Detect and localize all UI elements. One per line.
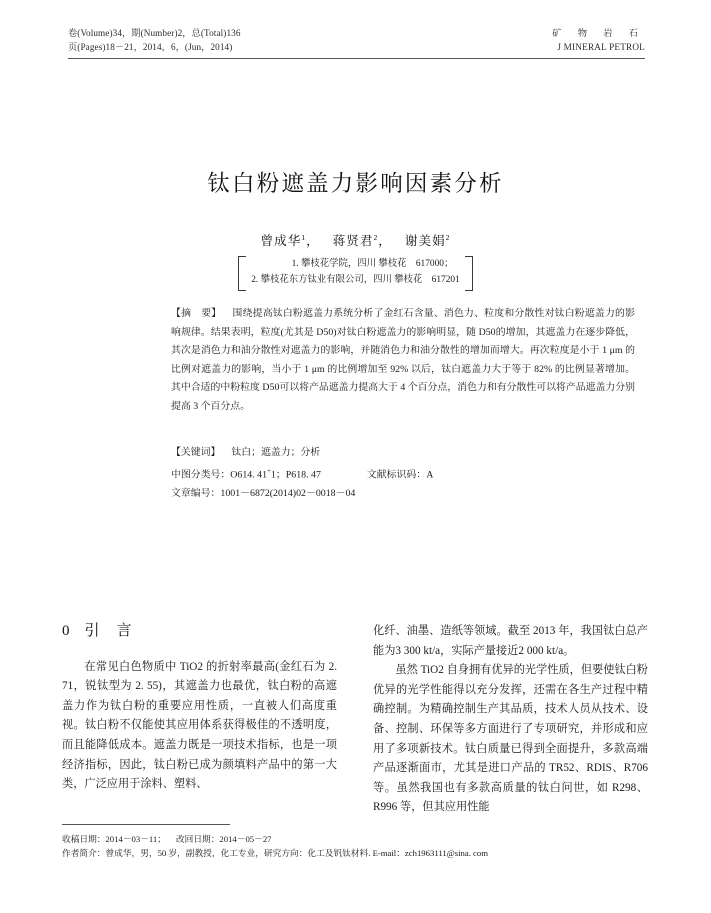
bracket-right-icon: [465, 256, 473, 291]
body-column-right: [373, 622, 648, 818]
body-paragraph: 在常见白色物质中 TiO2 的折射率最高(金红石为 2. 71，锐钛型为 2. 55)，其遮盖力也最优，钛白粉的高遮盖力作为钛白粉的重要应用性质，一直被人们高度重视。钛白粉不仅能使其应用体系获得极佳的不透明度，而且能降低成本。遮盖力既是一项技术指标，也是一项经济指标，因此，钛白粉已成为颜填料产品中的第一大类，广泛应用于涂料、塑料、: [62, 660, 337, 791]
affiliation-block: [0, 256, 711, 289]
author-bio-value: 曾成华，男，50 岁，副教授，化工专业，研究方向：化工及钒钛材料. E-mail：zch1963111@sina. com: [105, 848, 489, 859]
footnote-block: [62, 832, 647, 861]
article-id-value: 1001－6872(2014)02－0018－04: [220, 488, 356, 500]
journal-name-cn: 矿 物 岩 石: [552, 28, 645, 38]
volume-info-line: 卷(Volume)34，期(Number)2，总(Total)136: [68, 28, 241, 38]
abstract-text: 围绕提高钛白粉遮盖力系统分析了金红石含量、消色力、粒度和分散性对钛白粉遮盖力的影响规律。结果表明，粒度(尤其是 D50)对钛白粉遮盖力的影响明显，随 D50的增加，其遮盖力在逐步降低，其次是消色力和油分散性对遮盖力的影响，并随消色力和油分散性的增加而增大。再次粒度是小于 1 μm 的比例对遮盖力的影响，当小于 1 μm 的比例增加至 92% 以后，钛白遮盖力大于等于 82% 的比例显著增加。其中合适的中粉粒度 D50可以将产品遮盖力提高大于 4 个百分点，消色力和有分散性可以将产品遮盖力分别提高 3 个百分点。: [171, 308, 635, 412]
clc-label: 中图分类号：: [171, 469, 231, 481]
author-name: 蒋贤君: [332, 234, 374, 248]
author-name: 曾成华: [260, 234, 302, 248]
author-affil-mark: 2: [373, 232, 379, 242]
abstract-paragraph: [171, 305, 635, 417]
doc-code-label: 文献标识码：: [366, 469, 427, 481]
journal-name-en: J MINERAL PETROL: [557, 42, 645, 52]
section-title: 引 言: [84, 623, 133, 639]
clc-value: O614. 41: [230, 469, 268, 481]
clc-line: [171, 462, 635, 484]
affiliation-line: 1. 攀枝花学院，四川 攀枝花 617000；: [291, 259, 454, 269]
keywords-line: [171, 443, 635, 462]
clc-value-tail: 1；P618. 47: [270, 469, 321, 481]
section-heading: [62, 622, 337, 642]
body-column-left: [62, 622, 337, 795]
revised-date-value: 2014－05－27: [219, 834, 272, 844]
header-divider: [68, 58, 645, 59]
author-bio-label: 作者简介：: [62, 848, 106, 859]
article-id-label: 文章编号：: [171, 488, 221, 500]
author-affil-mark: 1: [301, 232, 307, 242]
keywords-label: 【关键词】: [171, 447, 221, 458]
received-date-value: 2014－03－11；: [105, 834, 166, 844]
revised-date-label: 改回日期：: [175, 834, 220, 844]
page-title: 钛白粉遮盖力影响因素分析: [207, 171, 504, 196]
running-head: [68, 26, 645, 54]
abstract-block: [171, 305, 635, 417]
clc-value-superscript: +: [267, 467, 271, 475]
author-list: 曾成华$^1$， 蒋贤君$^2$， 谢美娟$^2$: [260, 232, 451, 248]
body-paragraph: 化纤、油墨、造纸等领域。截至 2013 年，我国钛白总产能为3 300 kt/a，实际产量接近2 000 kt/a。: [373, 625, 648, 657]
keywords-block: [171, 443, 635, 503]
running-head-left: [68, 26, 241, 54]
body-paragraph: 虽然 TiO2 自身拥有优异的光学性质，但要使钛白粉优异的光学性能得以充分发挥，还需在各生产过程中精确控制。为精确控制生产其品质，技术人员从技术、设备、控制、环保等多方面进行了专项研究，并形成和应用了多项新技术。钛白质量已得到全面提升，多款高端产品逐渐面市，尤其是进口产品的 TR52、RDIS、R706 等。虽然我国也有多款高质量的钛白问世，如 R298、R996 等，但其应用性能: [373, 664, 648, 814]
abstract-label: 【摘 要】: [171, 308, 222, 319]
pages-info-line: 页(Pages)18－21，2014，6，(Jun，2014): [68, 42, 233, 52]
footnote-divider: [62, 824, 230, 825]
article-id-line: [171, 484, 635, 503]
running-head-right: [552, 26, 645, 54]
footnote-dates-line: [62, 832, 647, 846]
doc-code-value: A: [426, 469, 434, 481]
footnote-author-bio-line: [62, 846, 647, 860]
bracket-left-icon: [238, 256, 246, 291]
section-number: 0: [62, 623, 71, 639]
affiliation-line: 2. 攀枝花东方钛业有限公司，四川 攀枝花 617201: [251, 274, 460, 285]
author-affil-mark: 2: [445, 232, 451, 242]
keywords-value: 钛白；遮盖力；分析: [231, 447, 321, 458]
author-name: 谢美娟: [404, 234, 446, 248]
received-date-label: 收稿日期：: [62, 834, 106, 844]
